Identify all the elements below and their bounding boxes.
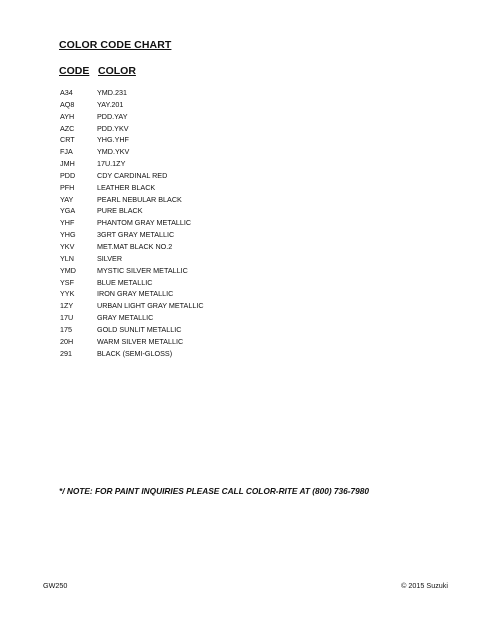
table-row (60, 265, 420, 277)
color-name: PDD.YKV (97, 123, 129, 133)
color-code: YAY (60, 194, 74, 204)
color-name: 3GRT GRAY METALLIC (97, 230, 175, 240)
color-name: YMD.231 (97, 88, 127, 97)
color-code: 291 (60, 348, 72, 358)
table-row (60, 300, 420, 312)
color-name: YHG.YHF (97, 135, 129, 145)
color-code: 175 (60, 324, 72, 334)
table-row (60, 277, 420, 289)
table-row (60, 348, 420, 360)
table-row (60, 229, 420, 241)
color-name: PDD.YAY (97, 111, 128, 121)
color-name: SILVER (97, 253, 123, 263)
table-row (60, 288, 420, 300)
color-code: PFH (60, 182, 75, 192)
color-name: BLACK (SEMI-GLOSS) (97, 348, 173, 358)
color-code-table (60, 87, 420, 359)
color-code: YMD (60, 265, 76, 275)
column-header-color: COLOR (98, 65, 136, 77)
paint-inquiry-note: */ NOTE: FOR PAINT INQUIRIES PLEASE CALL COLOR-RITE AT (800) 736-7980 (59, 486, 369, 496)
table-row (60, 146, 420, 158)
color-code: AZC (60, 123, 75, 133)
table-row (60, 158, 420, 170)
color-name: GRAY METALLIC (97, 313, 154, 323)
color-name: BLUE METALLIC (97, 277, 153, 287)
color-code: JMH (60, 159, 75, 169)
table-row (60, 324, 420, 336)
color-name: GOLD SUNLIT METALLIC (97, 324, 182, 334)
color-code: PDD (60, 170, 76, 180)
color-code: YGA (60, 206, 76, 216)
color-name: 17U.1ZY (97, 159, 126, 169)
table-row (60, 253, 420, 265)
table-row (60, 217, 420, 229)
color-code: YKV (60, 241, 75, 251)
color-code: YHF (60, 218, 75, 228)
table-row (60, 170, 420, 182)
table-row (60, 194, 420, 206)
color-name: IRON GRAY METALLIC (97, 289, 174, 299)
table-row (60, 111, 420, 123)
color-code: A34 (60, 88, 73, 97)
footer-copyright: © 2015 Suzuki (401, 581, 448, 590)
color-name: CDY CARDINAL RED (97, 170, 168, 180)
table-row (60, 336, 420, 348)
color-name: MYSTIC SILVER METALLIC (97, 265, 188, 275)
color-code: FJA (60, 147, 73, 157)
table-row (60, 99, 420, 111)
color-code: YLN (60, 253, 74, 263)
color-name: PURE BLACK (97, 206, 143, 216)
table-row (60, 312, 420, 324)
color-code: CRT (60, 135, 75, 145)
color-code: YHG (60, 230, 76, 240)
table-row (60, 87, 420, 99)
color-name: MET.MAT BLACK NO.2 (97, 241, 173, 251)
color-code: 17U (60, 313, 74, 323)
table-row (60, 241, 420, 253)
color-code: 20H (60, 336, 74, 346)
color-name: PHANTOM GRAY METALLIC (97, 218, 192, 228)
color-name: PEARL NEBULAR BLACK (97, 194, 182, 204)
table-row (60, 205, 420, 217)
table-row (60, 182, 420, 194)
column-header-code: CODE (59, 65, 90, 77)
color-code: 1ZY (60, 301, 74, 311)
table-row (60, 123, 420, 135)
color-code: YYK (60, 289, 75, 299)
color-name: WARM SILVER METALLIC (97, 336, 184, 346)
color-name: LEATHER BLACK (97, 182, 156, 192)
color-code: AYH (60, 111, 75, 121)
color-name: URBAN LIGHT GRAY METALLIC (97, 301, 204, 311)
color-code: AQ8 (60, 99, 75, 109)
color-name: YMD.YKV (97, 147, 130, 157)
color-name: YAY.201 (97, 99, 124, 109)
color-code: YSF (60, 277, 74, 287)
footer-model: GW250 (43, 581, 68, 590)
table-row (60, 134, 420, 146)
page-title: COLOR CODE CHART (59, 39, 172, 51)
